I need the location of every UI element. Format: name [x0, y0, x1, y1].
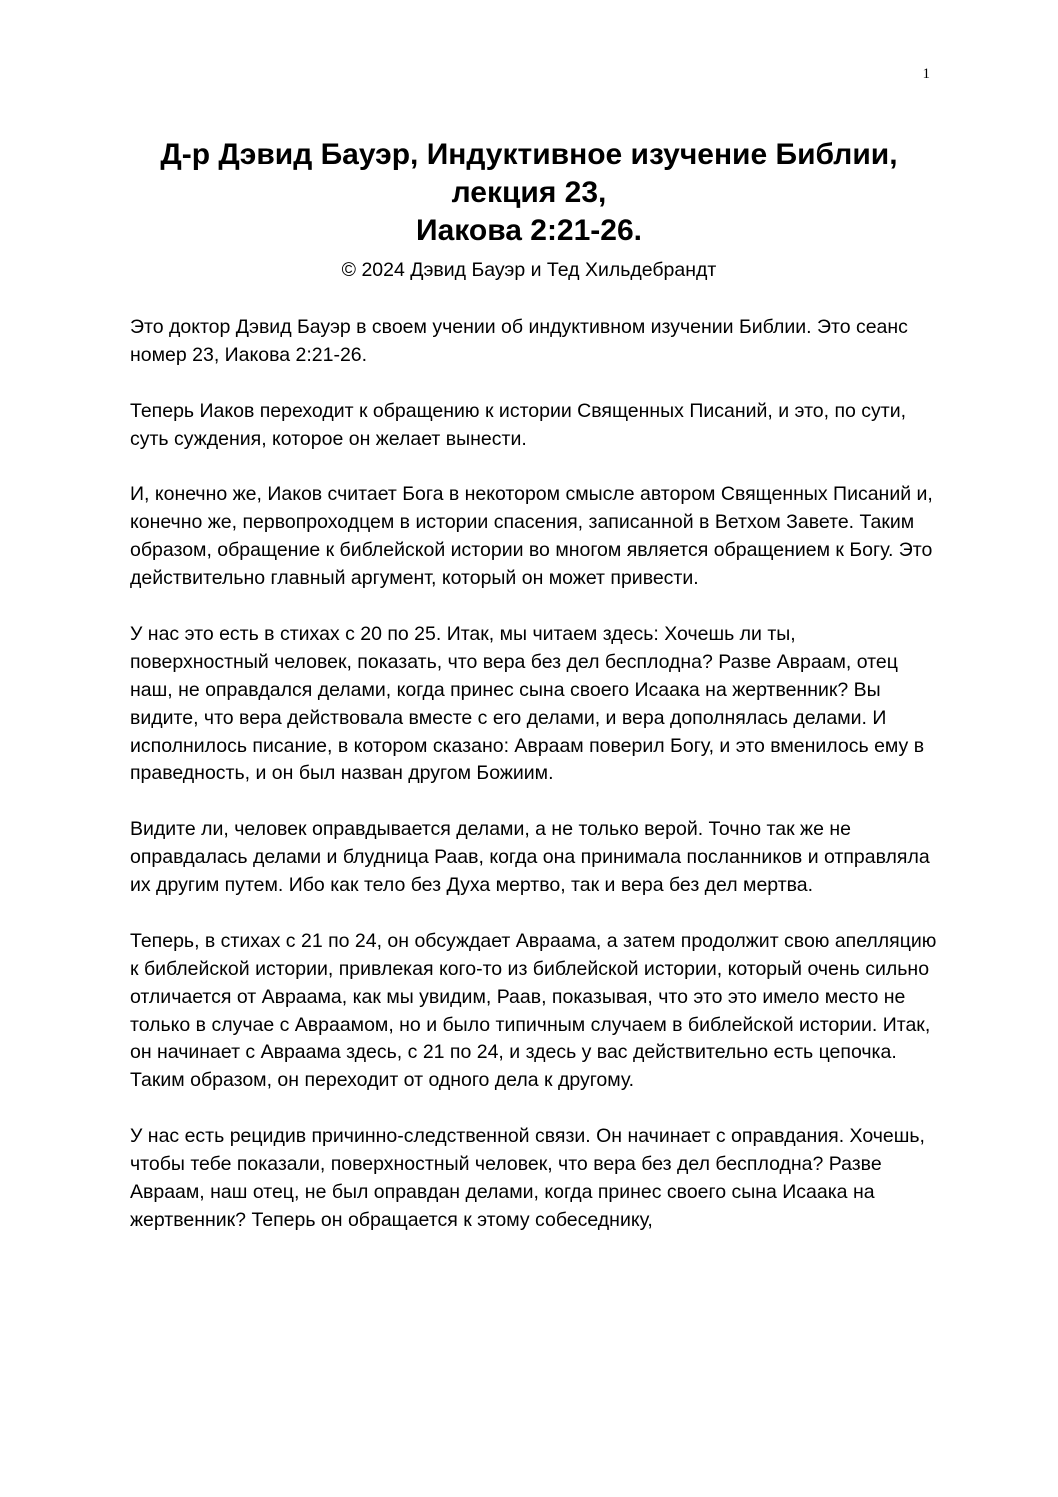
copyright-notice: © 2024 Дэвид Бауэр и Тед Хильдебрандт: [341, 259, 717, 281]
body-text: [130, 314, 938, 1263]
page-number: 1: [922, 66, 930, 82]
paragraph: Теперь, в стихах с 21 по 24, он обсуждает Авраама, а затем продолжит свою апелляцию к библейской истории, привлекая кого-то из библейской истории, который очень сильно отличается от Авраама, как мы увидим, Раав, показывая, что это это имело место не только в случае с Авраамом, но и было типичным случаем в библейской истории. Итак, он начинает с Авраама здесь, с 21 по 24, и здесь у вас действительно есть цепочка. Таким образом, он переходит от одного дела к другому.: [130, 929, 937, 1092]
paragraph: И, конечно же, Иаков считает Бога в некотором смысле автором Священных Писаний и, конечно же, первопроходцем в истории спасения, записанной в Ветхом Завете. Таким образом, обращение к библейской истории во многом является обращением к Богу. Это действительно главный аргумент, который он может привести.: [130, 483, 933, 590]
document-title: [0, 136, 1058, 250]
title-line-2: лекция 23,: [451, 176, 607, 209]
paragraph: У нас есть рецидив причинно-следственной связи. Он начинает с оправдания. Хочешь, чтобы тебе показали, поверхностный человек, что вера без дел бесплодна? Разве Авраам, наш отец, не был оправдан делами, когда принес своего сына Исаака на жертвенник? Теперь он обращается к этому собеседнику,: [130, 1125, 925, 1231]
title-line-1: Д-р Дэвид Бауэр, Индуктивное изучение Библии,: [160, 138, 898, 171]
paragraph: Видите ли, человек оправдывается делами, а не только верой. Точно так же не оправдалась делами и блудница Раав, когда она принимала посланников и отправляла их другим путем. Ибо как тело без Духа мертво, так и вера без дел мертва.: [130, 818, 930, 897]
paragraph: Теперь Иаков переходит к обращению к истории Священных Писаний, и это, по сути, суть суждения, которое он желает вынести.: [130, 399, 907, 450]
title-line-3: Иакова 2:21-26.: [416, 214, 642, 247]
paragraph: Это доктор Дэвид Бауэр в своем учении об индуктивном изучении Библии. Это сеанс номер 23, Иакова 2:21-26.: [130, 316, 908, 366]
paragraph: У нас это есть в стихах с 20 по 25. Итак, мы читаем здесь: Хочешь ли ты, поверхностный человек, показать, что вера без дел бесплодна? Разве Авраам, отец наш, не оправдался делами, когда принес сына своего Исаака на жертвенник? Вы видите, что вера действовала вместе с его делами, и вера дополнялась делами. И исполнилось писание, в котором сказано: Авраам поверил Богу, и это вменилось ему в праведность, и он был назван другом Божиим.: [130, 622, 925, 785]
